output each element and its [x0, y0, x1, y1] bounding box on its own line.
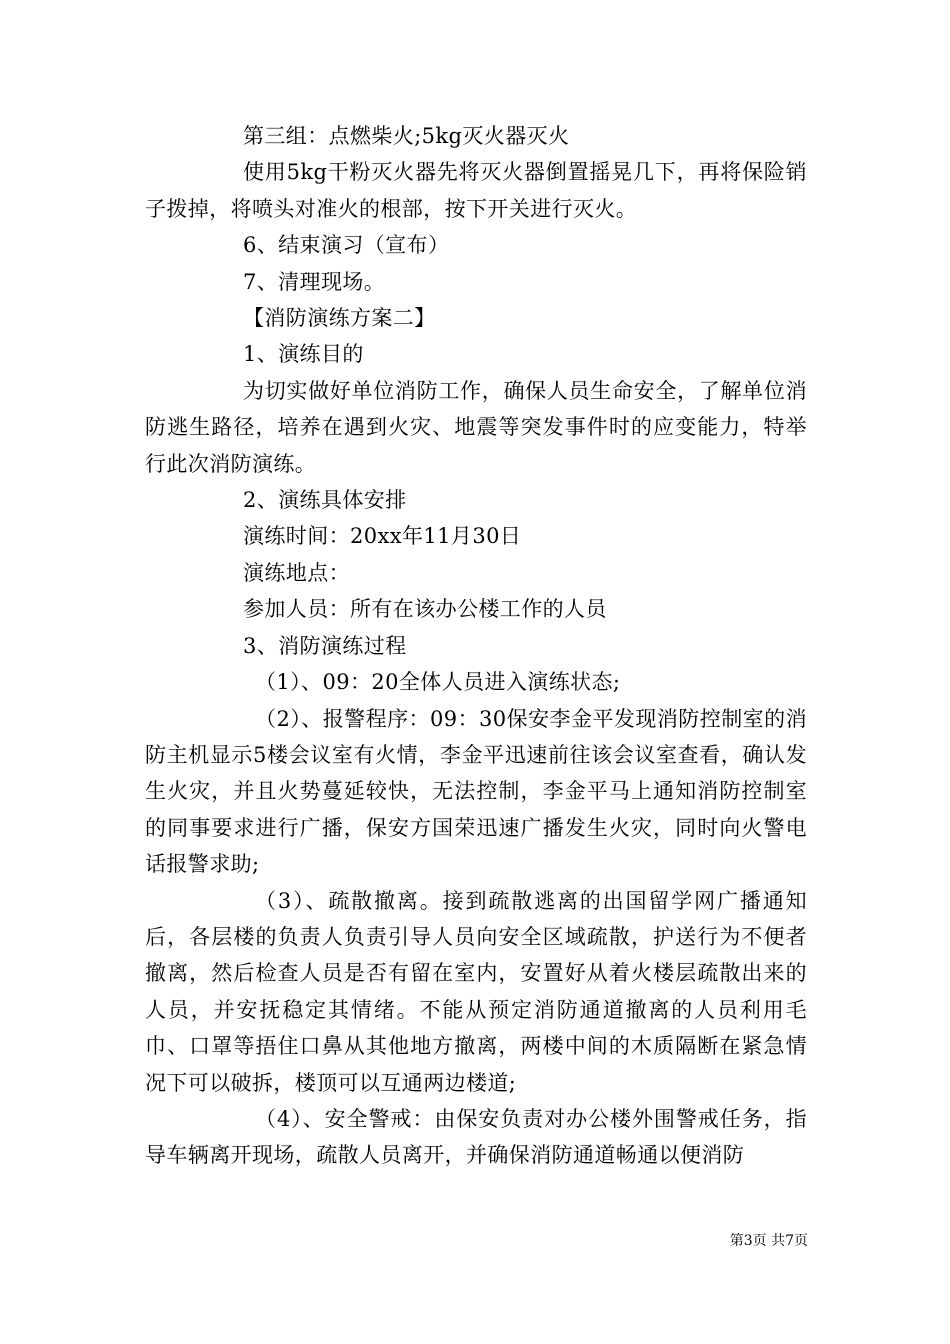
document-body: [145, 118, 807, 1174]
paragraph-process-4-security: （4）、安全警戒：由保安负责对办公楼外围警戒任务，指导车辆离开现场，疏散人员离开，并确保消防通道畅通以便消防: [145, 1106, 807, 1168]
paragraph-process-3-evacuation: （3）、疏散撤离。接到疏散逃离的出国留学网广播通知后，各层楼的负责人负责引导人员向安全区域疏散，护送行为不便者撤离，然后检查人员是否有留在室内，安置好从着火楼层疏散出来的人员，并安抚稳定其情绪。不能从预定消防通道撤离的人员利用毛巾、口罩等捂住口鼻从其他地方撤离，两楼中间的木质隔断在紧急情况下可以破拆，楼顶可以互通两边楼道;: [145, 888, 807, 1095]
paragraph-participants: 参加人员：所有在该办公楼工作的人员: [243, 597, 607, 622]
heading-drill-purpose: 1、演练目的: [243, 342, 364, 367]
paragraph-extinguisher-usage: 使用5kg干粉灭火器先将灭火器倒置摇晃几下，再将保险销子拨掉，将喷头对准火的根部，按下开关进行灭火。: [145, 160, 807, 221]
paragraph-drill-location: 演练地点：: [243, 560, 350, 585]
paragraph-step-6: 6、结束演习（宣布）: [243, 233, 450, 258]
paragraph-group3-title: 第三组：点燃柴火;5kg灭火器灭火: [243, 124, 570, 148]
paragraph-step-7: 7、清理现场。: [243, 269, 386, 294]
heading-drill-arrangement: 2、演练具体安排: [243, 488, 407, 513]
paragraph-drill-purpose: 为切实做好单位消防工作，确保人员生命安全，了解单位消防逃生路径，培养在遇到火灾、地震等突发事件时的应变能力，特举行此次消防演练。: [145, 378, 807, 476]
paragraph-drill-time: 演练时间：20xx年11月30日: [243, 524, 522, 549]
heading-drill-process: 3、消防演练过程: [243, 633, 407, 658]
paragraph-process-1: （1）、09：20全体人员进入演练状态;: [255, 670, 621, 695]
page-number-footer: 第3页 共7页: [729, 1233, 808, 1249]
section-heading-plan-two: 【消防演练方案二】: [243, 306, 436, 331]
paragraph-process-2-alarm: （2）、报警程序：09：30保安李金平发现消防控制室的消防主机显示5楼会议室有火情，李金平迅速前往该会议室查看，确认发生火灾，并且火势蔓延较快，无法控制，李金平马上通知消防控制室的同事要求进行广播，保安方国荣迅速广播发生火灾，同时向火警电话报警求助;: [145, 706, 807, 877]
